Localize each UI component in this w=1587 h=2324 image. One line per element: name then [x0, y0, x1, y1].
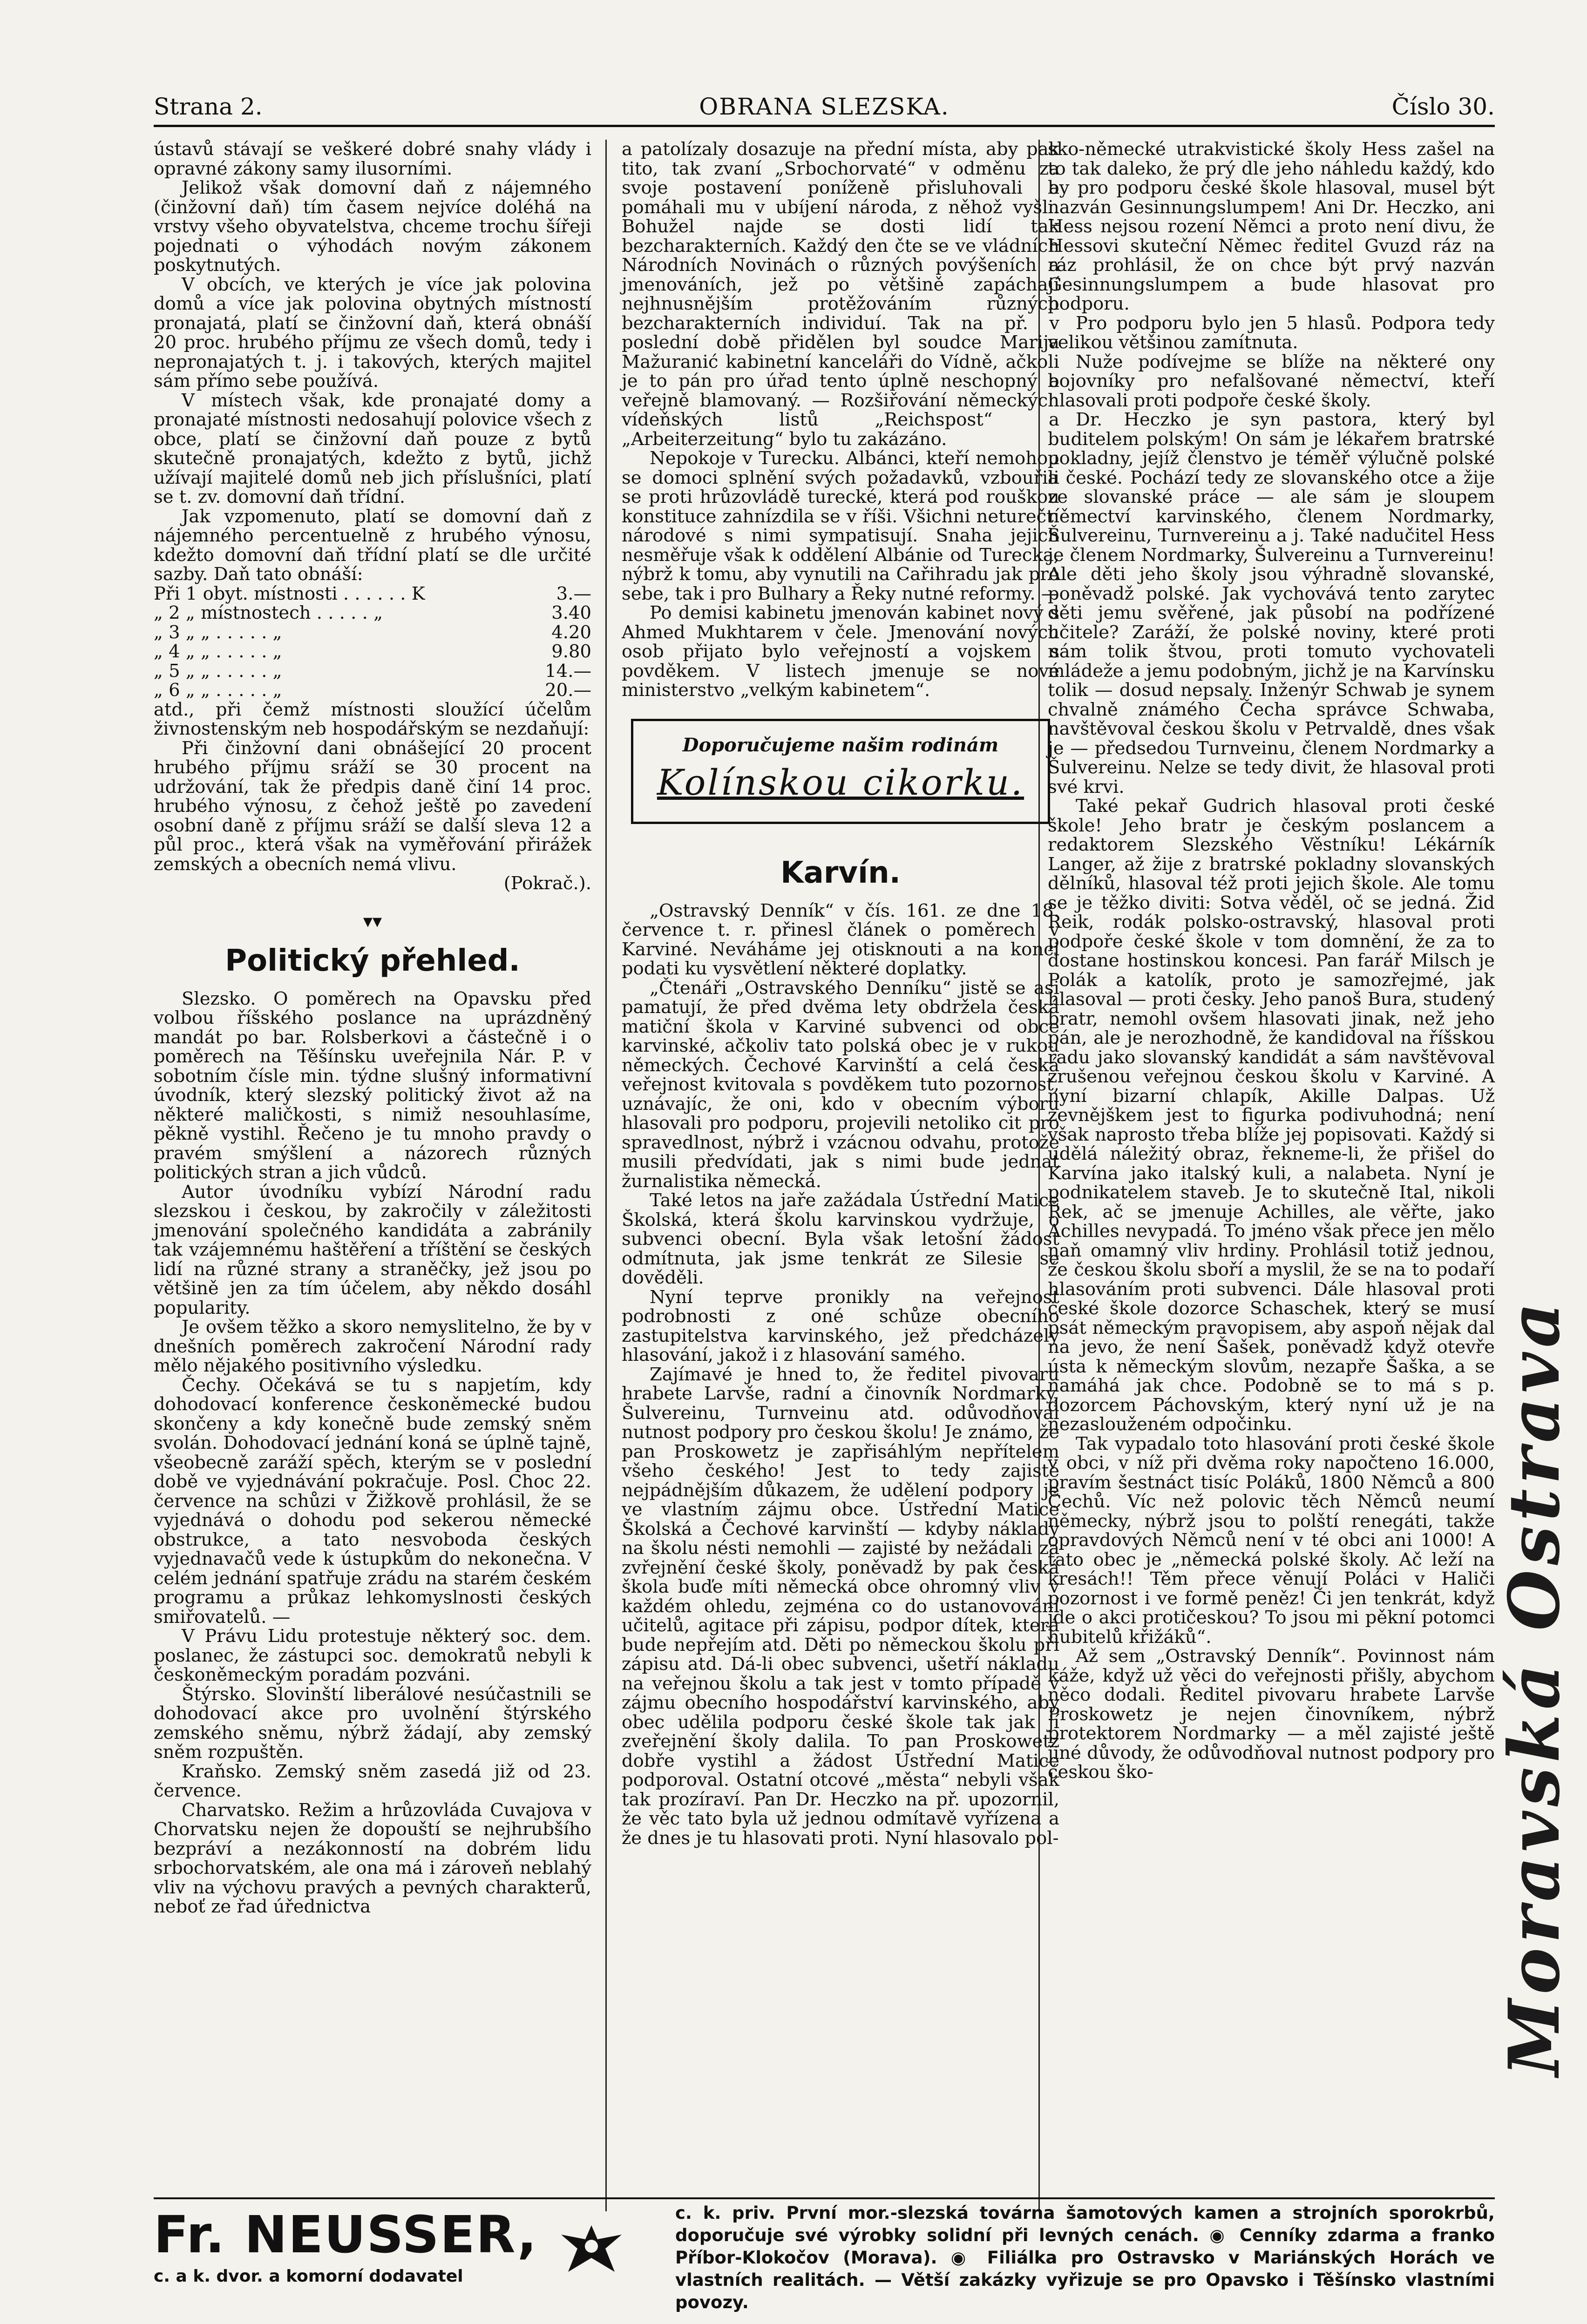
paragraph: „Čtenáři „Ostravského Denníku“ jistě se asi pamatují, že před dvěma lety obdržela česká matiční škola v Karviné subvenci od obce karvinské, ačkoliv tato polská obec je v rukou německých. Čechové Karvinští a celá česká veřejnost kvitovala s povděkem tuto pozornost, uznávajíc, že oni, kdo v obecním výboru hlasovali pro podporu, projevili netoliko cit pro spravedlnost, nýbrž i vzácnou odvahu, protože musili předvídati, jak s nimi bude jednat žurnalistika německá. [622, 977, 1059, 1192]
paragraph: „Ostravský Denník“ v čís. 161. ze dne 18. července t. r. přinesl článek o poměrech v Karviné. Neváháme jej otisknouti a na konci podati ku vysvětlení některé doplatky. [622, 900, 1059, 979]
header-rule [154, 125, 1495, 127]
paragraph: Štýrsko. Slovinští liberálové nesúčastnili se dohodovací akce pro uvolnění štýrského zemského sněmu, nýbrž žádají, aby zemský sněm rozpuštěn. [154, 1683, 591, 1763]
tax-row-value: 3.40 [551, 602, 591, 623]
paragraph: Nepokoje v Turecku. Albánci, kteří nemohou se domoci splnění svých požadavků, vzbouřili se proti hrůzovládě turecké, která pod rouškou konstituce zahnízdila se v říši. Všichni neturečtí národové s nimi sympatisují. Snaha jejich nesměřuje však k oddělení Albánie od Turecka, nýbrž k tomu, aby vynutili na Cařihradu jak pro sebe, tak i pro Bulhary a Řeky nutné reformy. — [622, 448, 1059, 604]
section-title: Politický přehled. [225, 943, 520, 978]
tax-row-value: 20.— [545, 680, 591, 701]
tax-row [154, 662, 591, 681]
vertical-bleed-text [1493, 205, 1575, 2076]
advert-product: Kolínskou cikorku. [657, 761, 1024, 803]
paragraph: Charvatsko. Režim a hrůzovláda Cuvajova v Chorvatsku nejen že dopouští se nejhrubšího bezpráví a nezákonností na dobrém lidu srbochorvatském, ale ona má i zároveň neblahý vliv na výchovu pravých a pevných charakterů, neboť ze řad úřednictva [154, 1799, 591, 1917]
column-2 [622, 140, 1059, 2188]
footer-rule [154, 2197, 1495, 2199]
column-1 [154, 140, 591, 2188]
advert-text: c. k. priv. První mor.-slezská továrna šamotových kamen a strojních sporokrbů, doporučuje své výrobky solidní při levných cenách. ◉ Cenníky zdarma a franko Příbor-Klokočov (Morava). ◉ Filiálka pro Ostravsko v Mariánských Horách ve vlastních realitách. — Větší zakázky vyřizuje se pro Opavsko i Těšínsko vlastními povozy. [675, 2203, 1495, 2312]
paragraph: Tak vypadalo toto hlasování proti české škole v obci, v níž při dvěma roky napočteno 16.000, pravím šestnáct tisíc Poláků, 1800 Němců a 800 Čechů. Víc než polovic těch Němců neumí německy, nýbrž jsou to polští renegáti, takže opravdových Němců není v té obci ani 1000! A tato obec je „německá polské školy. Ač leží na kresách!! Těm přece věnují Poláci v Haliči pozornost i ve formě peněz! Či jen tenkrát, když jde o akci protičeskou? To jsou mi pěkní potomci hubitelů křižáků“. [1048, 1433, 1495, 1648]
paragraph: Zajímavé je hned to, že ředitel pivovaru hrabete Larvše, radní a činovník Nordmarky, Šulvereinu, Turnveinu atd. odůvodňoval nutnost podpory pro českou školu! Je známo, že pan Proskowetz je zapřisáhlým nepřítelem všeho českého! Jest to tedy zajisté nejpádnějším důkazem, že udělení podpory je ve vlastním zájmu obce. Ústřední Matice Školská a Čechové karvinští — kdyby náklady na školu nésti nemohli — zajisté by nežádali za zvřejnění české školy, poněvadž by pak česká škola buďe míti německá obce ohromný vliv v každém ohledu, zejména co do ustanovování učitelů, agitace při zápisu, podpor dítek, která bude nepřejím atd. Děti po německou školu při zápisu atd. Dá-li obec subvenci, ušetří nákladu na veřejnou školu a tak jest v tomto případě v zájmu obecního hospodářství karvinského, aby obec udělila podporu české škole tak jak jí zveřejnění školy dalila. To pan Proskowetz dobře vystihl a žádost Ústřední Matice podporoval. Ostatní otcové „města“ nebyli však tak prozíraví. Pan Dr. Heczko na př. upozornil, že věc tato byla už jednou odmítavě vyřízena a že dnes je tu hlasovati proti. Nyní hlasovalo pol- [622, 1364, 1059, 1849]
column-3 [1048, 140, 1495, 2188]
eagle-emblem-icon [556, 2221, 626, 2281]
paragraph: Po demisi kabinetu jmenován kabinet nový s Ahmed Mukhtarem v čele. Jmenování nových osob přijato bylo veřejností a vojskem s povděkem. V listech jmenuje se nové ministerstvo „velkým kabinetem“. [622, 602, 1059, 701]
column-rule [605, 140, 607, 2211]
tax-row-label: „ 6 „ „ . . . . . „ [154, 680, 282, 701]
paragraph: Je ovšem těžko a skoro nemyslitelno, že by v dnešních poměrech zakročení Národní rady mělo nějakého positivního výsledku. [154, 1317, 591, 1376]
tax-row [154, 623, 591, 642]
paragraph: a patolízaly dosazuje na přední místa, aby pak tito, tak zvaní „Srbochorvaté“ v odměnu za svoje postavení poníženě přisluhovali a pomáhali mu v ubíjení národa, z něhož vyšli. Bohužel najde se dosti lidí tak bezcharakterních. Každý den čte se ve vládních Národních Novinách o různých povýšeních a jmenováních, jež po většině zapáchají nejhnusnějším protěžováním různých bezcharakterních individuí. Tak na př. v poslední době přidělen byl soudce Marija Mažuranić kabinetní kanceláři do Vídně, ačkoli je to pán pro úřad tento úplně neschopný a veřejně blamovaný. — Rozšiřování německých vídeňských listů „Reichspost“ a „Arbeiterzeitung“ bylo tu zakázáno. [622, 139, 1059, 450]
section-ornament: ▾▾ [363, 910, 382, 932]
tax-row [154, 681, 591, 700]
tax-row-value: 14.— [545, 660, 591, 682]
paragraph: Autor úvodníku vybízí Národní radu slezskou i českou, by zakročily v záležitosti jmenování společného kandidáta a zabránily tak vzájemnému haštěření a tříštění se českých lidí na různé strany a straněčky, jež jsou po většině jen za tím účelem, aby někdo dosáhl popularity. [154, 1181, 591, 1318]
continued-note: (Pokrač.). [503, 873, 591, 894]
tax-row-label: „ 3 „ „ . . . . . „ [154, 622, 282, 643]
paragraph: Nyní teprve pronikly na veřejnost podrobnosti z oné schůze obecního zastupitelstva karvinského, jež předcházely hlasování, jakož i z hlasování samého. [622, 1286, 1059, 1365]
paragraph: sko-německé utrakvistické školy Hess zašel na to tak daleko, že prý dle jeho náhledu každý, kdo by pro podporu české škole hlasoval, musel být nazván Gesinnungslumpem! Ani Dr. Heczko, ani Hess nejsou rození Němci a proto není divu, že Hessovi skuteční Němec ředitel Gvuzd ráz na ráz prohlásil, že on chce být prvý nazván Gesinnungslumpem a bude hlasovat pro podporu. [1048, 139, 1495, 314]
page-number: Strana 2. [154, 93, 263, 120]
tax-row-label: Při 1 obyt. místnosti . . . . . . K [154, 583, 425, 604]
paragraph: Nuže podívejme se blíže na některé ony bojovníky pro nefalšované němectví, kteří hlasovali proti podpoře české školy. [1048, 351, 1495, 411]
paragraph: Čechy. Očekává se tu s napjetím, kdy dohodovací konference českoněmecké budou skončeny a kdy konečně bude zemský sněm svolán. Dohodovací jednání koná se úplně tajně, všeobecně zaráží spěch, kterým se v poslední době ve vyjednávání pokračuje. Posl. Choc 22. července na schůzi v Žižkově prohlásil, že se vyjednává o dohodu pod sekerou německé obstrukce, a tato nesvoboda českých vyjednavačů vede k ústupkům do nekonečna. V celém jednání spatřuje zrádu na starém českém programu a průkaz lehkomyslnosti českých smiřovatelů. — [154, 1374, 591, 1628]
paragraph: Slezsko. O poměrech na Opavsku před volbou říšského poslance na uprázdněný mandát po bar. Rolsberkovi a částečně i o poměrech na Těšínsku uveřejnila Nár. P. v sobotním čísle min. týdne slušný informativní úvodník, který slezský politický život až na některé maličkosti, s nimiž nesouhlasíme, pěkně vystihl. Řečeno je tu mnoho pravdy o pravém smýšlení a názorech různých politických stran a jich vůdců. [154, 988, 591, 1183]
tax-row [154, 584, 591, 604]
paragraph: Dr. Heczko je syn pastora, který byl buditelem polským! On sám je lékařem bratrské pokladny, jejíž členstvo je téměř výlučně polské a české. Pochází tedy ze slovanského otce a žije ze slovanské práce — ale sám je sloupem němectví karvinského, členem Nordmarky, Šulvereinu, Turnvereinu a j. Také nadučitel Hess je členem Nordmarky, Šulvereinu a Turnvereinu! Ale děti jeho školy jsou výhradně slovanské, poněvadž polské. Jak vychovává tento zarytec děti jemu svěřené, jak působí na podřízené učitele? Zaráží, že polské noviny, které proti nám tolik štvou, proti tomuto vychovateli mládeže a jemu podobným, jichž je na Karvínsku tolik — dosud nepsaly. Inženýr Schwab je synem chvalně známého Čecha správce Schwaba, navštěvoval českou školu v Petrvaldě, dnes však je — předsedou Turnveinu, členem Nordmarky a Šulvereinu. Nelze se tedy divit, že hlasoval proti své krvi. [1048, 409, 1495, 797]
paragraph: atd., při čemž místnosti sloužící účelům živnostenským neb hospodářským se nezdaňují: [154, 699, 591, 739]
advert-company-subtitle: c. a k. dvor. a komorní dodavatel [154, 2267, 463, 2286]
tax-row-value: 4.20 [551, 622, 591, 643]
paragraph: Také pekař Gudrich hlasoval proti české škole! Jeho bratr je českým poslancem a redaktorem Slezského Věstníku! Lékárník Langer, až žije z bratrské pokladny slovanských dělníků, hlasoval též proti jejich škole. Ale tomu se je těžko diviti: Sotva věděl, oč se jedná. Žid Reik, rodák polsko-ostravský, hlasoval proti podpoře české škole v tom domnění, že za to dostane hostinskou koncesi. Pan farář Milsch je Polák a katolík, proto je samozřejmé, jak hlasoval — proti česky. Jeho panoš Bura, studený bratr, nemohl ovšem hlasovati jinak, než jeho pán, ale je nerozhodně, že kandidoval na říšskou radu jako slovanský kandidát a sám navštěvoval zrušenou veřejnou českou školu v Karviné. A nyní bizarní chlapík, Akille Dalpas. Už zevnějškem jest to figurka podivuhodná; není však naprosto třeba blíže jej popisovati. Každý si udělá náležitý obraz, řekneme-li, že přišel do Karvína jako italský kuli, a nalabeta. Nyní je podnikatelem staveb. Je to skutečně Ital, nikoli Řek, ač se jmenuje Achilles, ale věřte, jako Achilles nevypadá. To jméno však přece jen mělo naň omamný vliv hrdiny. Prohlásil totiž jednou, že českou školu sboří a myslil, že se na to podaří hlasováním proti subvenci. Dále hlasoval proti české škole dozorce Schaschek, který se musí psát německým pravopisem, aby aspoň nějak dal na jevo, že není Šašek, poněvadž když otevře ústa k německým slovům, nezapře Šaška, a se namáhá jak chce. Podobně se to má s p. dozorcem Páchovským, který nyní už je na nezaslouženém odpočinku. [1048, 796, 1495, 1435]
paragraph: Až sem „Ostravský Denník“. Povinnost nám káže, když už věci do veřejnosti přišly, abychom něco dodali. Ředitel pivovaru hrabete Larvše Proskowetz je nejen činovníkem, nýbrž protektorem Nordmarky — a měl zajisté ještě jiné důvody, že odůvodňoval nutnost podpory pro českou ško- [1048, 1646, 1495, 1783]
newspaper-title: OBRANA SLEZSKA. [699, 93, 949, 120]
tax-row-label: „ 2 „ místnostech . . . . . „ [154, 602, 383, 623]
chicory-advert [631, 719, 1050, 824]
paragraph: V místech však, kde pronajaté domy a pronajaté místnosti nedosahují polovice všech z obce, platí se činžovní daň pouze z bytů skutečně pronajatých, kdežto z bytů, jichž užívají majitelé domů neb jich příslušníci, platí se t. zv. domovní daň třídní. [154, 390, 591, 507]
paragraph: Kraňsko. Zemský sněm zasedá již od 23. července. [154, 1761, 591, 1801]
tax-row-value: 9.80 [551, 641, 591, 662]
section-title: Karvín. [780, 855, 901, 890]
tax-row-label: „ 5 „ „ . . . . . „ [154, 660, 282, 682]
tax-row [154, 603, 591, 623]
tax-row-label: „ 4 „ „ . . . . . „ [154, 641, 282, 662]
paragraph: Jelikož však domovní daň z nájemného (činžovní daň) tím časem nejvíce doléhá na vrstvy všeho obyvatelstva, chceme trochu šířeji pojednati o výhodách novým zákonem poskytnutých. [154, 177, 591, 276]
paragraph: V Právu Lidu protestuje některý soc. dem. poslanec, že zástupci soc. demokratů nebyli k českoněmeckým poradám pozváni. [154, 1626, 591, 1685]
paragraph: Při činžovní dani obnášející 20 procent hrubého příjmu sráží se 30 procent na udržování, tak že předpis daně činí 14 proc. hrubého výnosu, z čehož ještě po zavedení osobní daně z příjmu sráží se další sleva 12 a půl proc., která však na vyměřování přirážek zemských a obecních nemá vlivu. [154, 737, 591, 875]
advert-company-name: Fr. NEUSSER, [154, 2205, 538, 2264]
paragraph: Jak vzpomenuto, platí se domovní daň z nájemného percentuelně z hrubého výnosu, kdežto domovní daň třídní platí se dle určité sazby. Daň tato obnáší: [154, 506, 591, 585]
paragraph: ústavů stávají se veškeré dobré snahy vlády i opravné zákony samy ilusorními. [154, 139, 591, 179]
paragraph: V obcích, ve kterých je více jak polovina domů a více jak polovina obytných místností pronajatá, platí se činžovní daň, která obnáší 20 proc. hrubého příjmu ze všech domů, tedy i nepronajatých t. j. i takových, kterých majitel sám přímo sebe používá. [154, 274, 591, 392]
issue-number: Číslo 30. [1391, 93, 1495, 120]
vertical-bleed-text-label: Moravská Ostrava [1493, 1297, 1575, 2076]
tax-row-value: 3.— [556, 583, 591, 604]
paragraph: Také letos na jaře zažádala Ústřední Matice Školská, která školu karvinskou vydržuje, o subvenci obecní. Byla však letošní žádost odmítnuta, jak jsme tenkrát ze Silesie se dověděli. [622, 1190, 1059, 1288]
tax-row [154, 642, 591, 662]
paragraph: Pro podporu bylo jen 5 hlasů. Podpora tedy velikou většinou zamítnuta. [1048, 312, 1495, 353]
advert-tagline: Doporučujeme našim rodinám [682, 734, 999, 756]
